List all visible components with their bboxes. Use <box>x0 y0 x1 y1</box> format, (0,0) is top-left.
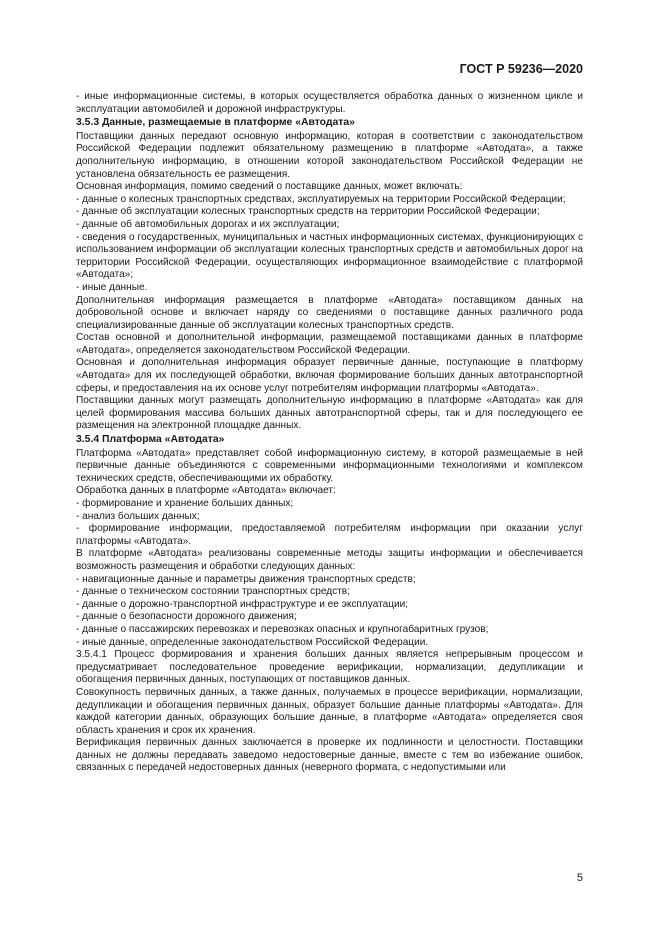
list-item: - навигационные данные и параметры движения транспортных средств; <box>76 573 416 585</box>
document-body <box>76 91 583 775</box>
paragraph: Обработка данных в платформе «Автодата» включает: <box>76 485 336 497</box>
paragraph: Верификация первичных данных заключается в проверке их подлинности и целостности. Поставщики данных не должны передавать заведомо недостоверные данные, вместе с тем во избежание ошибок, связанных с передачей недостоверных данных (неверного формата, с недопустимыми или <box>76 737 583 774</box>
paragraph: 3.5.4.1 Процесс формирования и хранения больших данных является непрерывным процессом и предусматривает последовательное проведение верификации, нормализации, дедупликации и обогащения первичных данных, поступающих от поставщиков данных. <box>76 649 583 686</box>
paragraph: Совокупность первичных данных, а также данных, получаемых в процессе верификации, нормализации, дедупликации и обогащения первичных данных, образует большие данные платформы «Автодата». Для каждой категории данных, образующих большие данные, в платформе «Автодата» определяется своя область хранения и срок их хранения. <box>76 686 583 736</box>
list-item: - сведения о государственных, муниципальных и частных информационных системах, функционирующих с использованием информации об эксплуатации колесных транспортных средств и автомобильных дорог на территории Российской Федерации, осуществляющих информационное взаимодействие с платформой «Автодата»; <box>76 231 583 281</box>
list-item: - данные об автомобильных дорогах и их эксплуатации; <box>76 218 340 230</box>
paragraph: Платформа «Автодата» представляет собой информационную систему, в которой размещаемые в ней первичные данные объединяются с современными информационными технологиями и комплексом технических средств, обеспечивающими их обработку. <box>76 447 583 484</box>
paragraph: - иные информационные системы, в которых осуществляется обработка данных о жизненном цикле и эксплуатации автомобилей и дорожной инфраструктуры. <box>76 91 583 115</box>
list-item: - формирование и хранение больших данных; <box>76 498 294 509</box>
paragraph: В платформе «Автодата» реализованы современные методы защиты информации и обеспечивается возможность размещения и обработки следующих данных: <box>76 548 583 572</box>
list-item: - данные о техническом состоянии транспортных средств; <box>76 586 350 598</box>
list-item: - иные данные, определенные законодательством Российской Федерации. <box>76 636 429 648</box>
list-item: - данные о пассажирских перевозках и перевозках опасных и крупногабаритных грузов; <box>76 623 489 635</box>
paragraph: Основная и дополнительная информация образует первичные данные, поступающие в платформу «Автодата» для их последующей обработки, включая формирование больших данных автотранспортной сферы, и предоставления на их основе услуг потребителям информации платформы «Автодата». <box>76 357 583 394</box>
paragraph: Поставщики данных могут размещать дополнительную информацию в платформе «Автодата» как для целей формирования массива больших данных автотранспортной сферы, так и для последующего ее размещения на электронной площадке данных. <box>76 395 583 432</box>
list-item: - данные о дорожно-транспортной инфраструктуре и ее эксплуатации; <box>76 598 409 610</box>
paragraph: Состав основной и дополнительной информации, размещаемой поставщиками данных в платформе «Автодата», определяется законодательством Российской Федерации. <box>76 332 583 356</box>
paragraph: Дополнительная информация размещается в платформе «Автодата» поставщиком данных на добровольной основе и включает наряду со сведениями о поставщике данных различного рода специализированные данные об эксплуатации колесных транспортных средств. <box>76 294 583 331</box>
list-item: - анализ больших данных; <box>76 510 200 522</box>
paragraph: Основная информация, помимо сведений о поставщике данных, может включать: <box>76 181 463 193</box>
list-item: - данные об эксплуатации колесных транспортных средств на территории Российской Федерации; <box>76 206 540 218</box>
list-item: - формирование информации, предоставляемой потребителям информации при оказании услуг платформы «Автодата». <box>76 523 583 547</box>
section-heading: 3.5.4 Платформа «Автодата» <box>76 434 225 446</box>
page-number: 5 <box>576 872 583 884</box>
list-item: - иные данные. <box>76 281 148 293</box>
list-item: - данные о безопасности дорожного движения; <box>76 611 297 623</box>
paragraph: Поставщики данных передают основную информацию, которая в соответствии с законодательством Российской Федерации подлежит обязательному размещению в платформе «Автодата», а также дополнительную информацию, в отношении которой законодательством Российской Федерации не установлена обязательность ее размещения. <box>76 130 583 180</box>
document-standard-number: ГОСТ Р 59236—2020 <box>459 62 583 76</box>
list-item: - данные о колесных транспортных средствах, эксплуатируемых на территории Российской Федерации; <box>76 193 566 205</box>
section-heading: 3.5.3 Данные, размещаемые в платформе «Автодата» <box>76 117 355 129</box>
